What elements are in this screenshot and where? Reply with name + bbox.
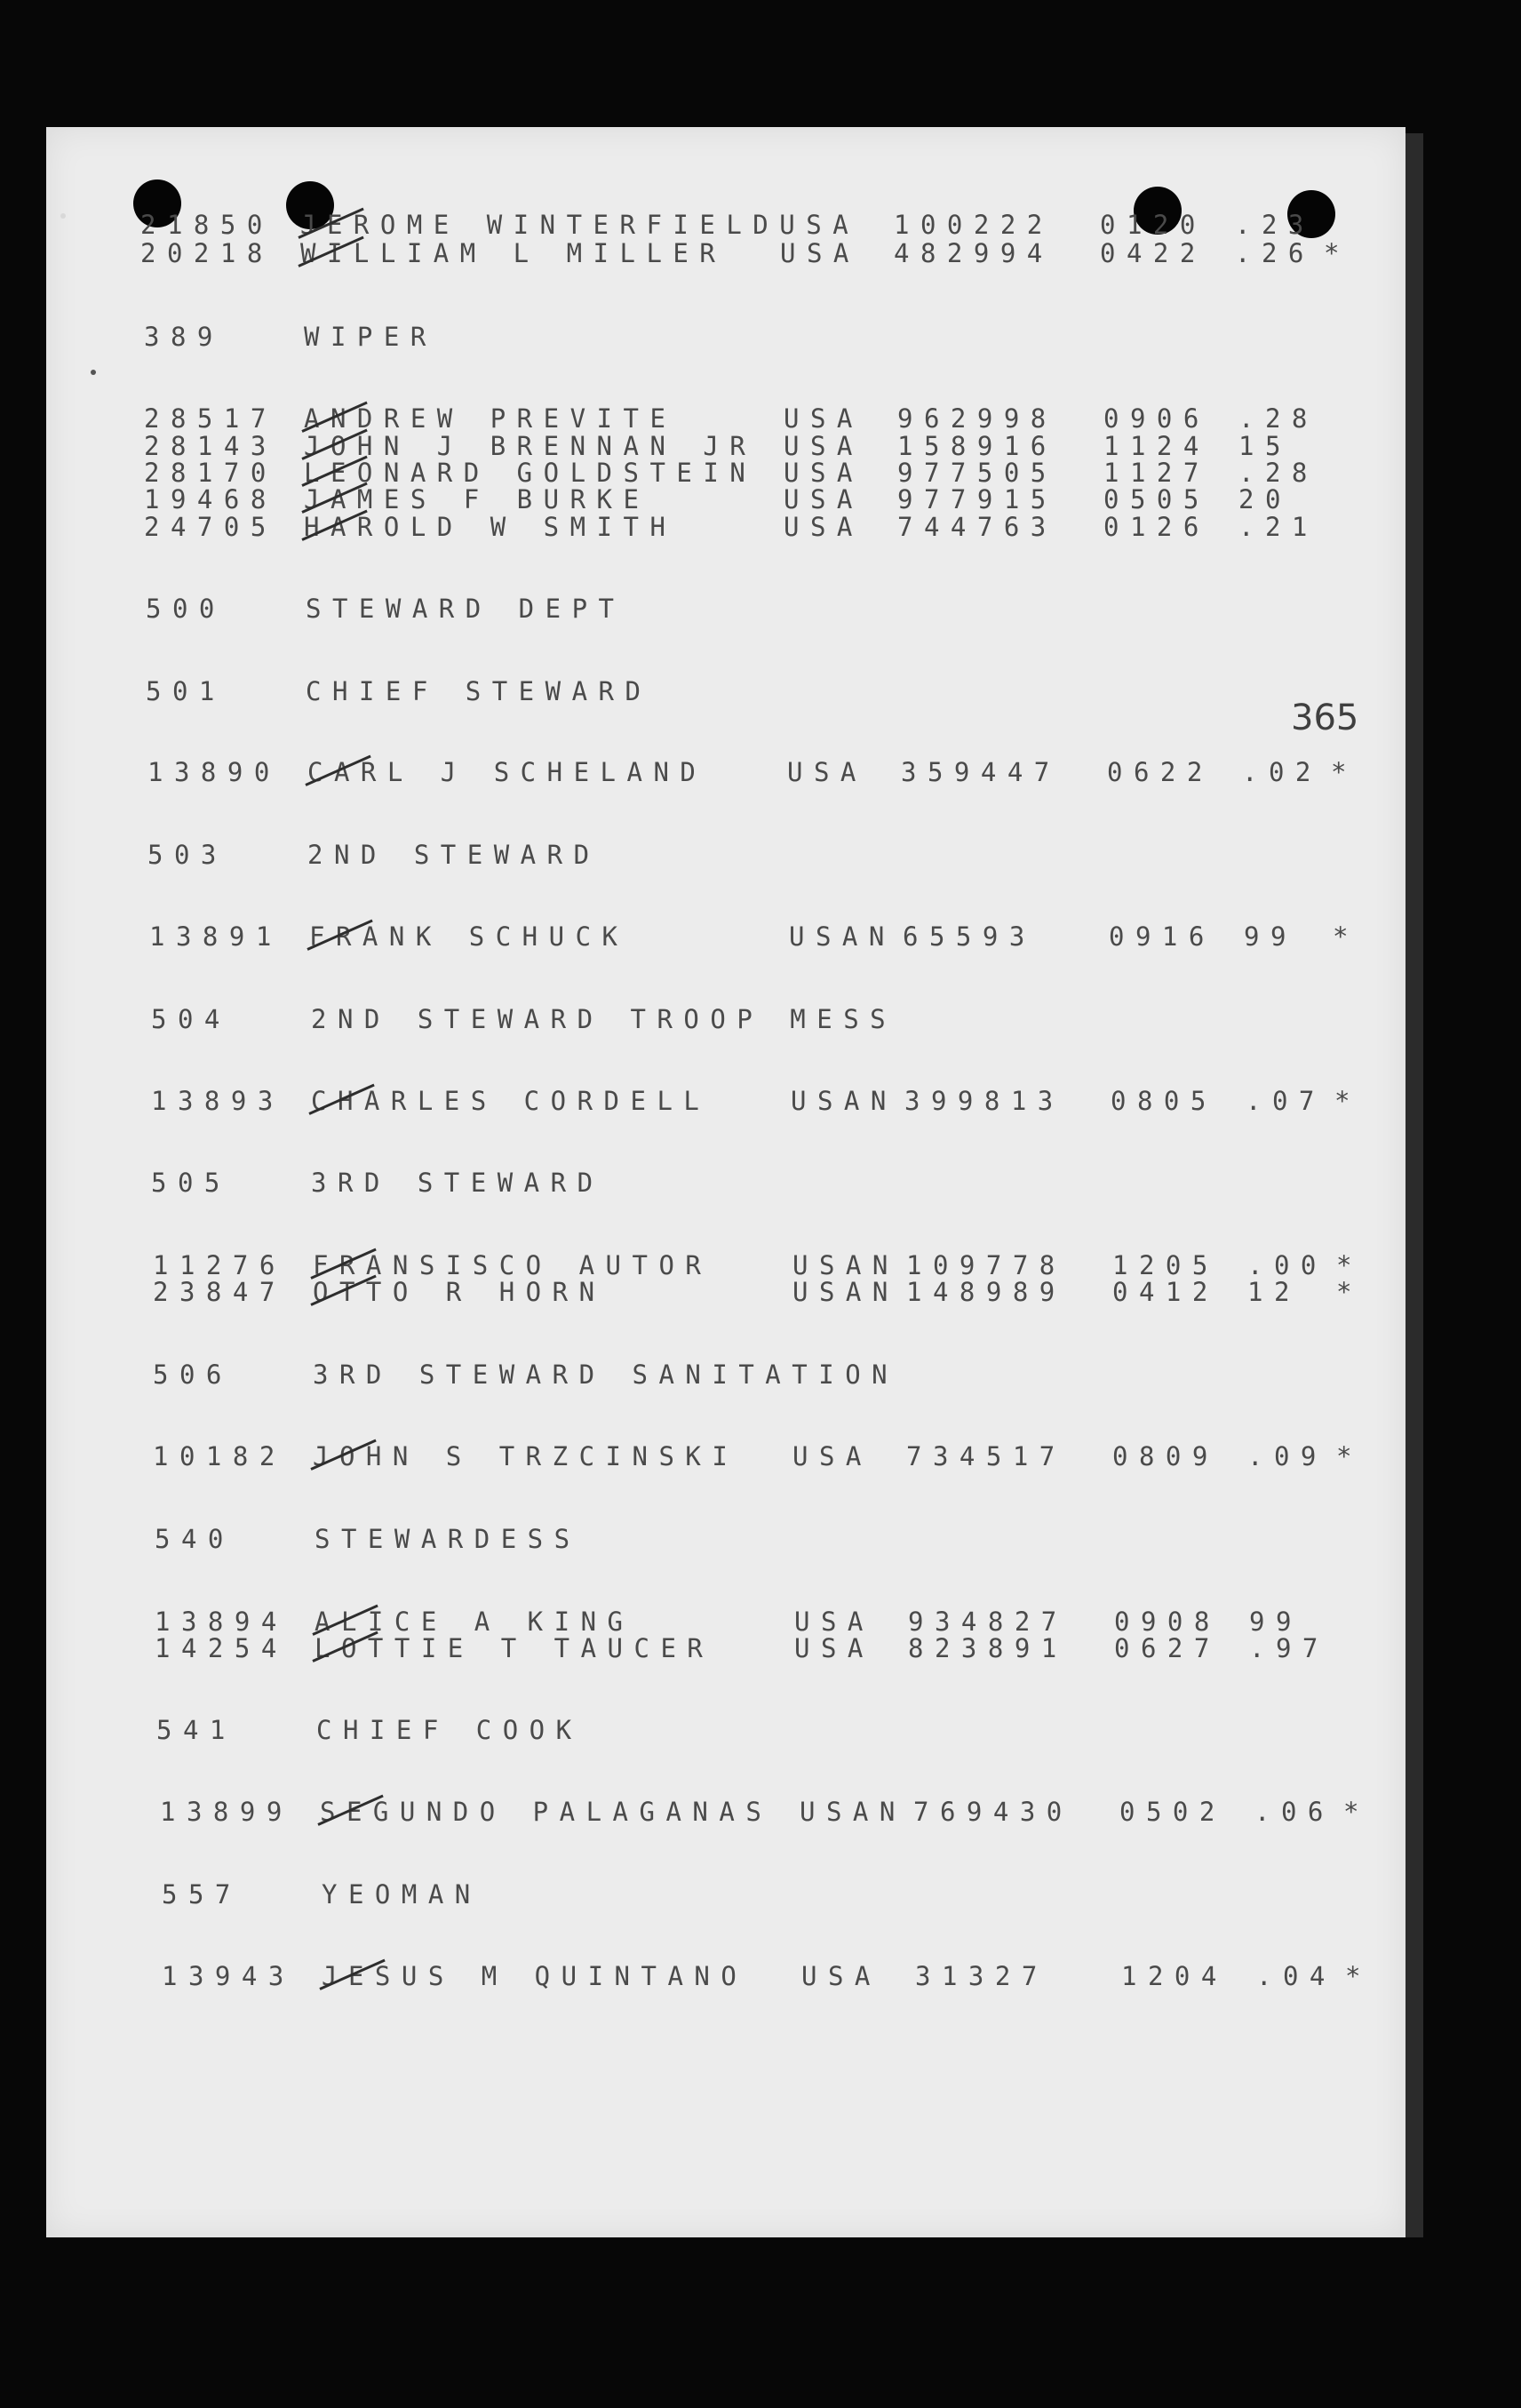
row-number: 13893 bbox=[151, 1086, 284, 1116]
row-name: WIPER bbox=[304, 322, 437, 352]
row-number: 23847 bbox=[153, 1277, 286, 1307]
row-code: 0805 bbox=[1111, 1086, 1217, 1116]
row-id: 148989 bbox=[906, 1277, 1066, 1307]
row-nationality: USA bbox=[784, 458, 864, 488]
row-id: 962998 bbox=[897, 403, 1057, 434]
row-value: .23 bbox=[1235, 210, 1315, 240]
row-mark: * bbox=[1334, 1086, 1361, 1116]
row-number: 19468 bbox=[144, 484, 277, 514]
row-name: CHIEF STEWARD bbox=[306, 676, 652, 706]
row-code: 0412 bbox=[1112, 1277, 1219, 1307]
row-value: 20 bbox=[1238, 484, 1292, 514]
row-mark: * bbox=[1324, 238, 1350, 268]
row-number: 21850 bbox=[140, 210, 274, 240]
row-name: FRANSISCO AUTOR bbox=[313, 1250, 713, 1280]
row-number: 389 bbox=[144, 322, 224, 352]
paper-speck bbox=[60, 213, 66, 219]
row-number: 541 bbox=[156, 1715, 236, 1745]
row-value: 15 bbox=[1238, 431, 1292, 461]
row-id: 31327 bbox=[915, 1961, 1048, 1991]
row-name: LEONARD GOLDSTEIN bbox=[304, 458, 757, 488]
row-id: 823891 bbox=[908, 1633, 1068, 1663]
row-number: 13890 bbox=[147, 757, 281, 787]
row-value: .97 bbox=[1249, 1633, 1329, 1663]
row-id: 158916 bbox=[897, 431, 1057, 461]
row-number: 24705 bbox=[144, 512, 277, 542]
row-number: 28517 bbox=[144, 403, 277, 434]
row-name: CHARLES CORDELL bbox=[311, 1086, 711, 1116]
row-code: 1127 bbox=[1103, 458, 1210, 488]
row-mark: * bbox=[1331, 757, 1358, 787]
row-value: 12 bbox=[1247, 1277, 1301, 1307]
row-id: 359447 bbox=[901, 757, 1061, 787]
row-code: 0126 bbox=[1103, 512, 1210, 542]
row-nationality: USAN bbox=[792, 1277, 899, 1307]
row-number: 505 bbox=[151, 1168, 231, 1198]
row-number: 28170 bbox=[144, 458, 277, 488]
row-nationality: USAN bbox=[792, 1250, 899, 1280]
page-number: 365 bbox=[1291, 698, 1359, 738]
row-value: .02 bbox=[1242, 757, 1322, 787]
row-code: 0627 bbox=[1114, 1633, 1221, 1663]
row-name: 2ND STEWARD bbox=[307, 840, 601, 870]
row-name: JOHN J BRENNAN JR bbox=[304, 431, 757, 461]
row-number: 13943 bbox=[162, 1961, 295, 1991]
row-name: LOTTIE T TAUCER bbox=[315, 1633, 714, 1663]
row-code: 1205 bbox=[1112, 1250, 1219, 1280]
row-name: STEWARDESS bbox=[315, 1524, 581, 1554]
row-value: 99 bbox=[1244, 921, 1297, 952]
row-name: ALICE A KING bbox=[315, 1607, 634, 1637]
row-name: OTTO R HORN bbox=[313, 1277, 606, 1307]
row-mark: * bbox=[1336, 1277, 1363, 1307]
row-name: JAMES F BURKE bbox=[304, 484, 650, 514]
row-id: 744763 bbox=[897, 512, 1057, 542]
row-number: 11276 bbox=[153, 1250, 286, 1280]
row-value: .21 bbox=[1238, 512, 1318, 542]
row-mark: * bbox=[1345, 1961, 1372, 1991]
row-number: 28143 bbox=[144, 431, 277, 461]
row-nationality: USA bbox=[801, 1961, 881, 1991]
row-code: 0505 bbox=[1103, 484, 1210, 514]
row-id: 977915 bbox=[897, 484, 1057, 514]
row-id: 65593 bbox=[903, 921, 1036, 952]
row-nationality: USA bbox=[784, 512, 864, 542]
row-code: 0906 bbox=[1103, 403, 1210, 434]
row-name: JEROME WINTERFIELDUSA bbox=[300, 210, 860, 240]
row-number: 501 bbox=[146, 676, 226, 706]
row-nationality: USA bbox=[787, 757, 867, 787]
paper-speck bbox=[91, 370, 96, 375]
row-name: 2ND STEWARD TROOP MESS bbox=[311, 1004, 897, 1034]
row-nationality: USAN bbox=[791, 1086, 897, 1116]
row-nationality: USA bbox=[784, 403, 864, 434]
row-nationality: USAN bbox=[789, 921, 896, 952]
row-number: 503 bbox=[147, 840, 227, 870]
row-number: 13894 bbox=[155, 1607, 288, 1637]
row-id: 734517 bbox=[906, 1441, 1066, 1471]
row-name: CHIEF COOK bbox=[316, 1715, 583, 1745]
row-code: 0120 bbox=[1100, 210, 1206, 240]
row-id: 769430 bbox=[913, 1797, 1073, 1827]
row-value: .07 bbox=[1246, 1086, 1326, 1116]
row-name: CARL J SCHELAND bbox=[307, 757, 707, 787]
row-name: YEOMAN bbox=[322, 1879, 482, 1910]
row-mark: * bbox=[1336, 1441, 1363, 1471]
row-value: .28 bbox=[1238, 458, 1318, 488]
row-name: JOHN S TRZCINSKI bbox=[313, 1441, 739, 1471]
row-number: 20218 bbox=[140, 238, 274, 268]
row-name: JESUS M QUINTANO bbox=[322, 1961, 748, 1991]
row-number: 504 bbox=[151, 1004, 231, 1034]
row-nationality: USA bbox=[780, 238, 860, 268]
row-code: 0622 bbox=[1107, 757, 1214, 787]
row-name: WILLIAM L MILLER bbox=[300, 238, 727, 268]
row-value: .09 bbox=[1247, 1441, 1327, 1471]
row-nationality: USA bbox=[792, 1441, 872, 1471]
row-name: 3RD STEWARD SANITATION bbox=[313, 1359, 899, 1390]
row-code: 0502 bbox=[1119, 1797, 1226, 1827]
row-value: .04 bbox=[1256, 1961, 1336, 1991]
row-id: 482994 bbox=[894, 238, 1054, 268]
row-code: 0916 bbox=[1109, 921, 1215, 952]
row-nationality: USAN bbox=[800, 1797, 906, 1827]
row-mark: * bbox=[1343, 1797, 1370, 1827]
row-number: 13891 bbox=[149, 921, 283, 952]
row-name: 3RD STEWARD bbox=[311, 1168, 604, 1198]
row-name: ANDREW PREVITE bbox=[304, 403, 677, 434]
page-edge-shadow bbox=[1406, 133, 1423, 2237]
row-mark: * bbox=[1333, 921, 1359, 952]
row-value: 99 bbox=[1249, 1607, 1302, 1637]
row-name: HAROLD W SMITH bbox=[304, 512, 677, 542]
row-number: 557 bbox=[162, 1879, 242, 1910]
row-mark: * bbox=[1336, 1250, 1363, 1280]
row-code: 0809 bbox=[1112, 1441, 1219, 1471]
row-number: 14254 bbox=[155, 1633, 288, 1663]
row-code: 0908 bbox=[1114, 1607, 1221, 1637]
row-id: 109778 bbox=[906, 1250, 1066, 1280]
row-id: 100222 bbox=[894, 210, 1054, 240]
row-number: 540 bbox=[155, 1524, 235, 1554]
row-nationality: USA bbox=[784, 431, 864, 461]
row-nationality: USA bbox=[784, 484, 864, 514]
row-code: 1204 bbox=[1121, 1961, 1228, 1991]
row-number: 500 bbox=[146, 594, 226, 624]
row-number: 13899 bbox=[160, 1797, 293, 1827]
row-value: .26 bbox=[1235, 238, 1315, 268]
row-number: 506 bbox=[153, 1359, 233, 1390]
row-name: SEGUNDO PALAGANAS bbox=[320, 1797, 773, 1827]
row-code: 1124 bbox=[1103, 431, 1210, 461]
row-value: .28 bbox=[1238, 403, 1318, 434]
row-number: 10182 bbox=[153, 1441, 286, 1471]
row-name: FRANK SCHUCK bbox=[309, 921, 629, 952]
row-nationality: USA bbox=[794, 1633, 874, 1663]
row-code: 0422 bbox=[1100, 238, 1206, 268]
row-value: .06 bbox=[1254, 1797, 1334, 1827]
row-id: 399813 bbox=[904, 1086, 1064, 1116]
row-value: .00 bbox=[1247, 1250, 1327, 1280]
row-name: STEWARD DEPT bbox=[306, 594, 625, 624]
row-id: 934827 bbox=[908, 1607, 1068, 1637]
row-nationality: USA bbox=[794, 1607, 874, 1637]
row-id: 977505 bbox=[897, 458, 1057, 488]
